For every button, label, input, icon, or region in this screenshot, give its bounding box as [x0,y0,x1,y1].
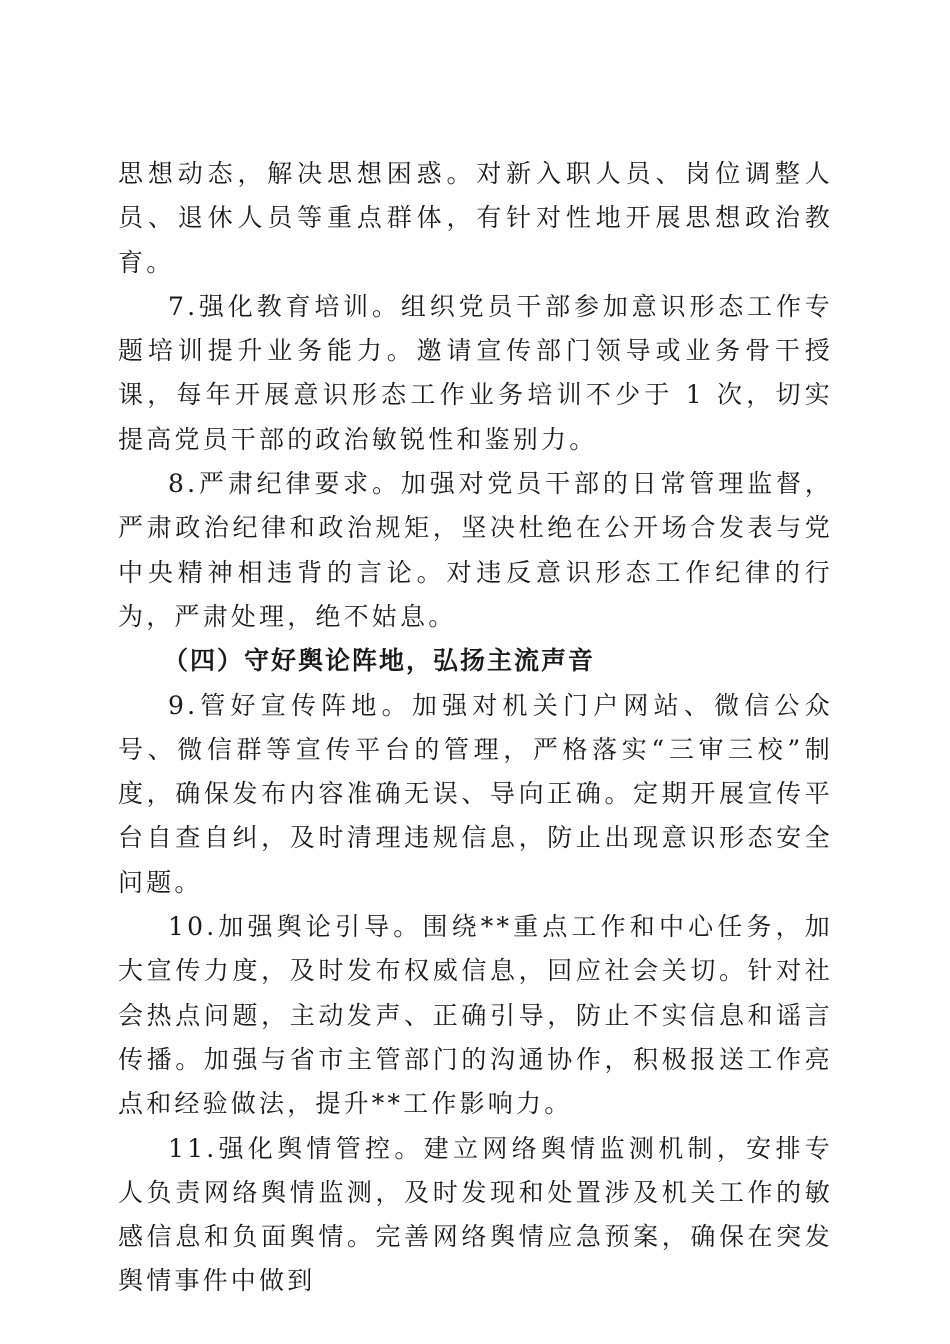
paragraph-continued: 思想动态，解决思想困惑。对新入职人员、岗位调整人员、退休人员等重点群体，有针对性地开展思想政治教育。 [118,159,833,277]
paragraph-item-9: 9.管好宣传阵地。加强对机关门户网站、微信公众号、微信群等宣传平台的管理，严格落实“三审三校”制度，确保发布内容准确无误、导向正确。定期开展宣传平台自查自纠，及时清理违规信息，防止出现意识形态安全问题。 [118,690,833,897]
document-body [118,152,833,1304]
section-heading-4: （四）守好舆论阵地，弘扬主流声音 [163,646,596,676]
paragraph-item-10: 10.加强舆论引导。围绕**重点工作和中心任务，加大宣传力度，及时发布权威信息，回应社会关切。针对社会热点问题，主动发声、正确引导，防止不实信息和谣言传播。加强与省市主管部门的沟通协作，积极报送工作亮点和经验做法，提升**工作影响力。 [118,912,833,1119]
paragraph-item-7: 7.强化教育培训。组织党员干部参加意识形态工作专题培训提升业务能力。邀请宣传部门领导或业务骨干授课，每年开展意识形态工作业务培训不少于 1 次，切实提高党员干部的政治敏锐性和鉴别力。 [118,291,833,454]
paragraph-item-8: 8.严肃纪律要求。加强对党员干部的日常管理监督，严肃政治纪律和政治规矩，坚决杜绝在公开场合发表与党中央精神相违背的言论。对违反意识形态工作纪律的行为，严肃处理，绝不姑息。 [118,469,833,631]
paragraph-item-11: 11.强化舆情管控。建立网络舆情监测机制，安排专人负责网络舆情监测，及时发现和处置涉及机关工作的敏感信息和负面舆情。完善网络舆情应急预案，确保在突发舆情事件中做到 [118,1133,833,1296]
